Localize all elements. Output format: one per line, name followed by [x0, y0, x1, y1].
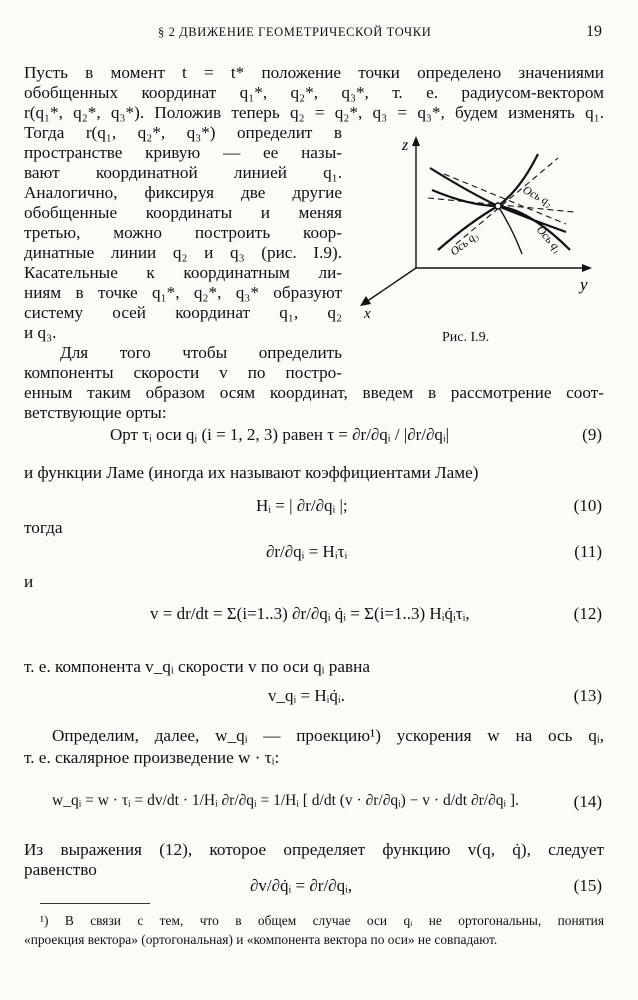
- wrap-line-13: компоненты скорости v по постро-: [24, 363, 342, 382]
- section-header: § 2 ДВИЖЕНИЕ ГЕОМЕТРИЧЕСКОЙ ТОЧКИ: [158, 25, 432, 39]
- z-axis-arrow: [412, 136, 420, 146]
- figure-coordinate-lines: [352, 128, 602, 328]
- x-axis-arrow: [360, 296, 371, 306]
- label-axis-q3: Ось q₃: [448, 229, 481, 259]
- axis-y-label: y: [580, 275, 588, 294]
- equation-number-11: (11): [574, 542, 602, 561]
- wrap-line-5: обобщенные координаты и меняя: [24, 203, 342, 222]
- wrap-line-8: Касательные к координатным ли-: [24, 263, 342, 282]
- page-number: 19: [586, 23, 602, 40]
- equation-number-14: (14): [573, 792, 602, 811]
- body-line-after-1: енным таким образом осям координат, введем в рассмотрение соот-: [24, 383, 604, 402]
- wrap-line-7: динатные линии q₂ и q₃ (рис. I.9).: [24, 243, 342, 262]
- equation-14: w_qᵢ = w · τᵢ = dv/dt · 1/Hᵢ ∂r/∂qᵢ = 1/Hᵢ [ d/dt (v · ∂r/∂qᵢ) − v · d/dt ∂r/∂qᵢ ].: [52, 792, 519, 809]
- equation-10: Hᵢ = | ∂r/∂qᵢ |;: [256, 496, 348, 515]
- point-marker: [495, 203, 501, 209]
- equation-12: v = dr/dt = Σ(i=1..3) ∂r/∂qᵢ q̇ᵢ = Σ(i=1..3) Hᵢq̇ᵢτᵢ,: [150, 604, 470, 623]
- wrap-line-2: пространстве кривую — ее назы-: [24, 143, 342, 162]
- word-and: и: [24, 572, 34, 591]
- body-line-1: Пусть в момент t = t* положение точки определено значениями: [24, 63, 604, 82]
- figure-caption: Рис. I.9.: [442, 330, 490, 345]
- equation-number-15: (15): [573, 876, 602, 895]
- equation-number-12: (12): [573, 604, 602, 623]
- x-axis-line: [366, 268, 416, 302]
- axis-x-label: x: [364, 306, 371, 322]
- equation-9: Орт τᵢ оси qᵢ (i = 1, 2, 3) равен τ = ∂r/∂qᵢ / |∂r/∂qᵢ|: [110, 425, 450, 444]
- wrap-line-10: систему осей координат q₁, q₂: [24, 303, 342, 322]
- equation-number-13: (13): [573, 686, 602, 705]
- wrap-line-1: Тогда r(q₁, q₂*, q₃*) определит в: [24, 123, 342, 142]
- wrap-line-11: и q₃.: [24, 323, 57, 342]
- axis-z-label: z: [402, 137, 409, 154]
- footnote-rule: [40, 903, 150, 904]
- text-from12-1: Из выражения (12), которое определяет функцию v(q, q̇), следует: [24, 840, 604, 859]
- label-axis-q2: Ось q₂: [520, 184, 554, 210]
- text-from12-2: равенство: [24, 860, 97, 879]
- body-line-2: обобщенных координат q₁*, q₂*, q₃*, т. е. радиусом-вектором: [24, 83, 604, 102]
- label-axis-q1: Ось q₁: [533, 223, 564, 256]
- equation-11: ∂r/∂qᵢ = Hᵢτᵢ: [266, 542, 348, 561]
- text-projection-1: Определим, далее, w_qᵢ — проекцию¹) ускорения w на ось qᵢ,: [52, 726, 604, 745]
- wrap-line-4: Аналогично, фиксируя две другие: [24, 183, 342, 202]
- y-axis-arrow: [582, 264, 592, 272]
- equation-13: v_qᵢ = Hᵢq̇ᵢ.: [268, 686, 345, 705]
- equation-15: ∂v/∂q̇ᵢ = ∂r/∂qᵢ,: [250, 876, 353, 895]
- equation-number-9: (9): [582, 425, 602, 444]
- wrap-line-12: Для того чтобы определить: [60, 343, 342, 362]
- equation-number-10: (10): [573, 496, 602, 515]
- text-lame: и функции Ламе (иногда их называют коэффициентами Ламе): [24, 463, 479, 482]
- wrap-line-6: третью, можно построить коор-: [24, 223, 342, 242]
- footnote-line-2: «проекция вектора» (ортогональная) и «компонента вектора по оси» не совпадают.: [24, 932, 498, 947]
- footnote-line-1: ¹) В связи с тем, что в общем случае оси qᵢ не ортогональны, понятия: [40, 913, 604, 928]
- body-line-3: r(q₁*, q₂*, q₃*). Положив теперь q₂ = q₂*, q₃ = q₃*, будем изменять q₁.: [24, 103, 604, 122]
- text-component: т. е. компонента v_qᵢ скорости v по оси qᵢ равна: [24, 657, 370, 676]
- body-line-after-2: ветствующие орты:: [24, 403, 167, 422]
- text-projection-2: т. е. скалярное произведение w · τᵢ:: [24, 748, 280, 767]
- word-then: тогда: [24, 518, 63, 537]
- wrap-line-9: ниям в точке q₁*, q₂*, q₃* образуют: [24, 283, 342, 302]
- wrap-line-3: вают координатной линией q₁.: [24, 163, 342, 182]
